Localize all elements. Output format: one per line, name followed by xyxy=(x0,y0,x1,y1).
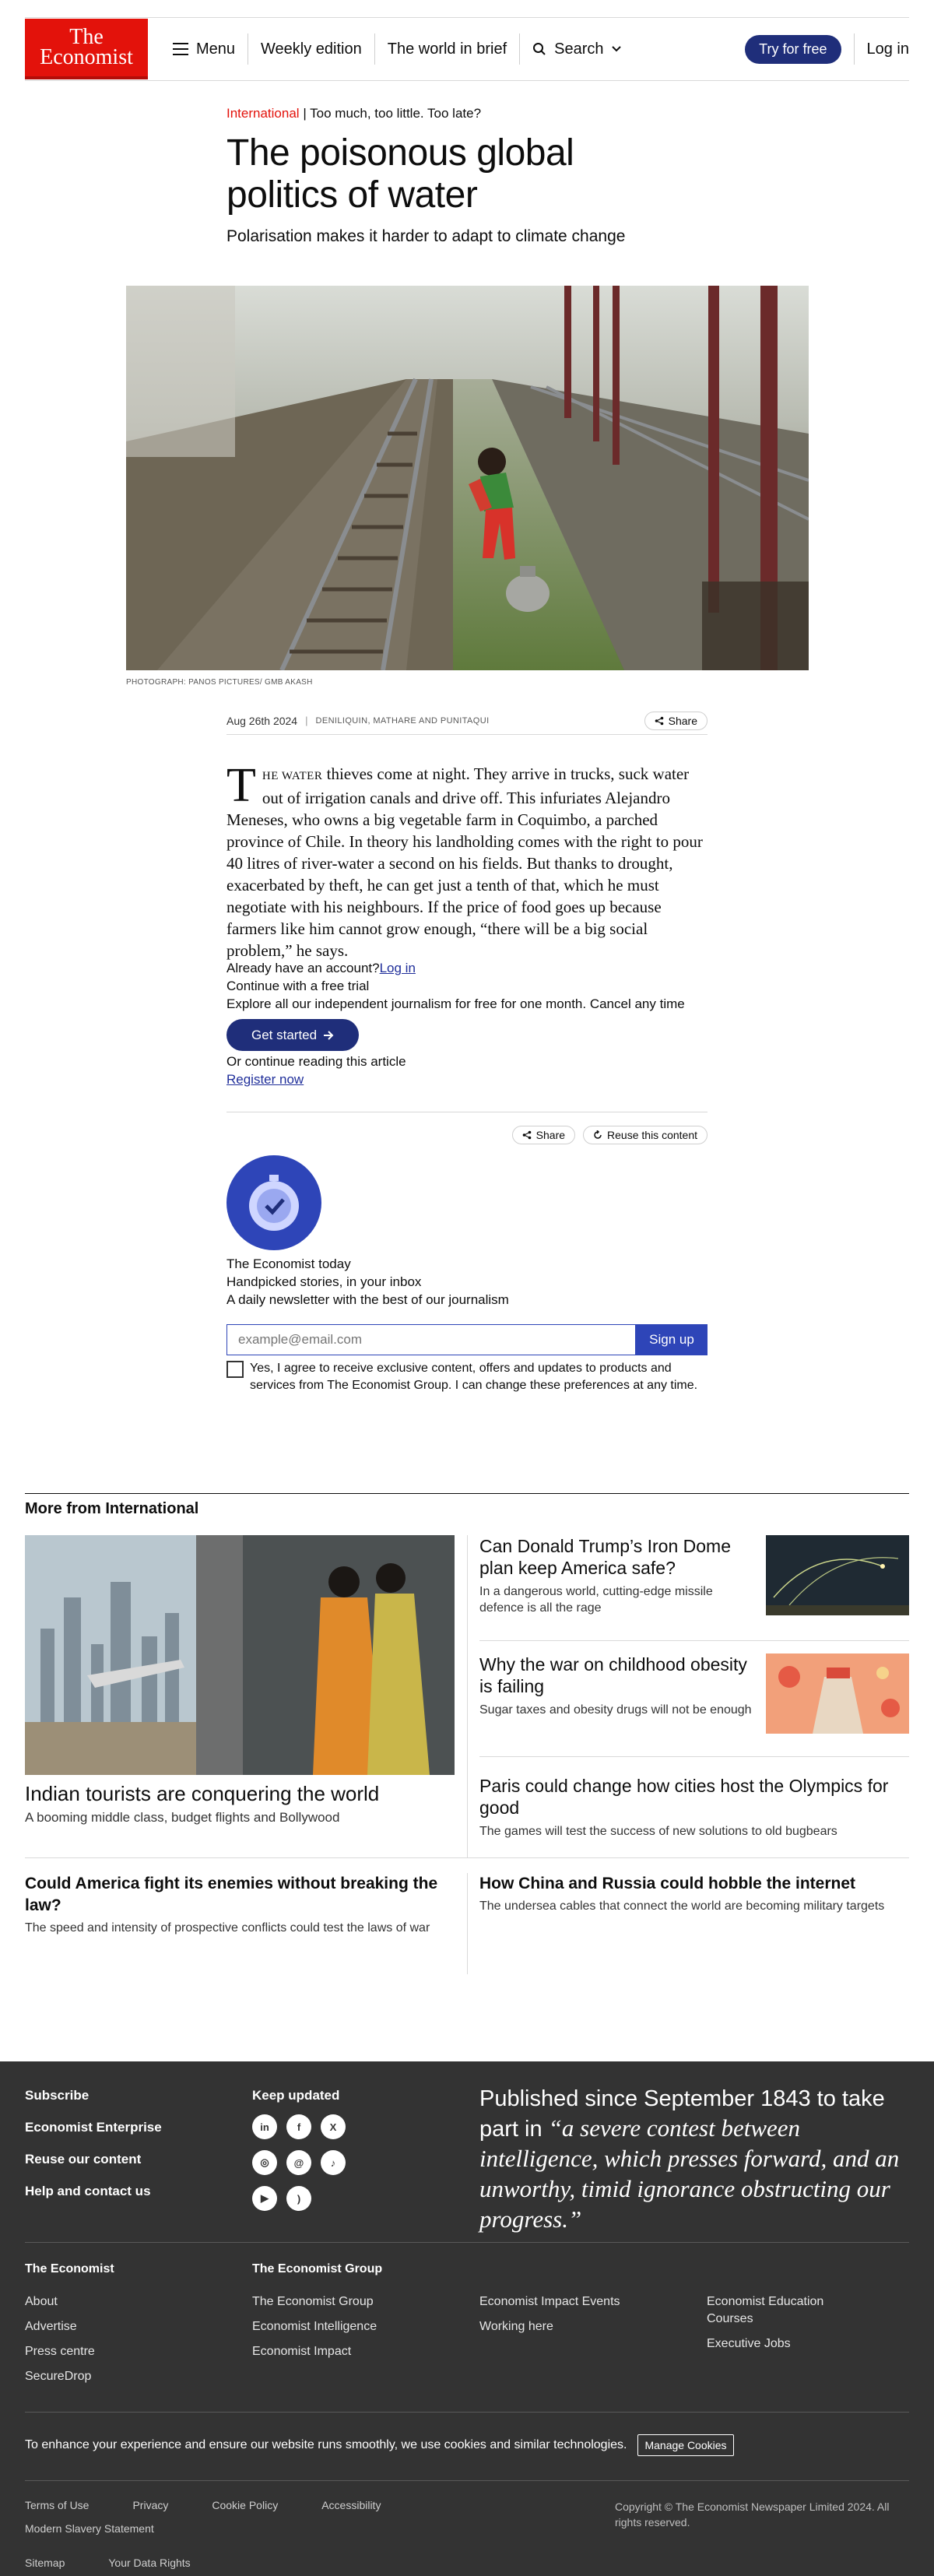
bottom-story-title[interactable]: How China and Russia could hobble the internet xyxy=(479,1875,856,1892)
enterprise-link[interactable]: Economist Enterprise xyxy=(25,2120,162,2135)
x-icon[interactable]: X xyxy=(321,2114,346,2139)
threads-icon[interactable]: @ xyxy=(286,2150,311,2175)
help-contact-link[interactable]: Help and contact us xyxy=(25,2184,151,2198)
quote-intro: Published since September 1843 to take part in xyxy=(479,2086,885,2142)
footer-link[interactable]: Executive Jobs xyxy=(707,2337,791,2350)
newsletter-description: A daily newsletter with the best of our journalism xyxy=(226,1292,509,1307)
legal-link[interactable]: Modern Slavery Statement xyxy=(25,2522,154,2535)
world-in-brief-link[interactable]: The world in brief xyxy=(375,33,520,65)
facebook-icon[interactable]: f xyxy=(286,2114,311,2139)
share-icon xyxy=(655,716,664,726)
footer-primary-links xyxy=(25,2088,162,2216)
keep-updated xyxy=(252,2088,346,2211)
footer-link[interactable]: Economist Impact xyxy=(252,2345,352,2358)
instagram-icon[interactable]: ◎ xyxy=(252,2150,277,2175)
obesity-thumbnail xyxy=(766,1653,909,1734)
section-link[interactable]: International xyxy=(226,106,300,121)
newsletter-tagline: Handpicked stories, in your inbox xyxy=(226,1274,422,1289)
logo-line-2: Economist xyxy=(40,45,133,69)
side-story-2[interactable] xyxy=(479,1653,909,1734)
legal-links xyxy=(25,2499,585,2569)
footer-link[interactable]: Economist Impact Events xyxy=(479,2295,620,2308)
bottom-story-description: The undersea cables that connect the world are becoming military targets xyxy=(479,1899,885,1913)
featured-description: A booming middle class, budget flights and Bollywood xyxy=(25,1810,340,1825)
article-body xyxy=(226,759,708,961)
bottom-story-1[interactable] xyxy=(25,1873,455,1936)
divider xyxy=(479,1640,909,1641)
more-from-heading: More from International xyxy=(25,1493,909,1518)
bottom-story-description: The speed and intensity of prospective conflicts could test the laws of war xyxy=(25,1921,430,1935)
reuse-content-link[interactable]: Reuse our content xyxy=(25,2152,142,2167)
side-story-title[interactable]: Why the war on childhood obesity is failing xyxy=(479,1654,747,1696)
article-kicker xyxy=(226,106,708,121)
main-nav xyxy=(160,18,634,80)
footer-col-3 xyxy=(479,2278,620,2335)
kicker-separator: | xyxy=(303,106,311,121)
col-economist-heading: The Economist xyxy=(25,2262,114,2276)
hero-image xyxy=(126,286,809,670)
side-story-title[interactable]: Paris could change how cities host the Olympics for good xyxy=(479,1776,889,1818)
account-line xyxy=(226,959,708,977)
search-button[interactable] xyxy=(520,33,633,65)
consent-checkbox[interactable] xyxy=(226,1361,244,1378)
manage-cookies-button[interactable]: Manage Cookies xyxy=(637,2434,733,2456)
body-paragraph: thieves come at night. They arrive in trucks, suck water out of irrigation canals and drive off. This infuriates Alejandro Meneses, who owns a big vegetable farm in Coquimbo, a parched province of Chile. In theory his landholding comes with the right to pour 40 litres of river-water a second on his fields. But thanks to drought, exacerbated by theft, he can get just a tenth of that, which he must negotiate with his neighbours. If the price of food goes up because farmers like him cannot grow enough, “there will be a big social problem,” he says. xyxy=(226,764,703,960)
column-divider xyxy=(467,1535,468,1857)
article-meta xyxy=(226,707,708,735)
mission-quote xyxy=(479,2085,909,2235)
featured-title[interactable]: Indian tourists are conquering the world xyxy=(25,1782,380,1805)
get-started-button[interactable] xyxy=(226,1019,359,1051)
arrow-right-icon xyxy=(323,1031,334,1040)
email-input[interactable] xyxy=(226,1324,636,1355)
social-row-1 xyxy=(252,2114,346,2139)
footer-col-group xyxy=(252,2261,382,2360)
search-label: Search xyxy=(554,40,604,58)
footer-link[interactable]: Working here xyxy=(479,2320,553,2333)
share-button-top[interactable] xyxy=(644,712,708,730)
share-label: Share xyxy=(668,714,697,727)
footer-divider xyxy=(25,2242,909,2243)
trial-description: Explore all our independent journalism for free for one month. Cancel any time xyxy=(226,996,685,1011)
consent-row xyxy=(226,1360,708,1394)
side-story-3[interactable] xyxy=(479,1775,909,1840)
legal-link[interactable]: Sitemap xyxy=(25,2557,65,2569)
footer-link[interactable]: About xyxy=(25,2295,58,2308)
search-icon xyxy=(532,42,546,56)
legal-link[interactable]: Privacy xyxy=(132,2499,169,2511)
divider xyxy=(479,1756,909,1757)
article-headline: The poisonous global politics of water xyxy=(226,132,574,216)
legal-link[interactable]: Terms of Use xyxy=(25,2499,90,2511)
article-dateline: DENILIQUIN, MATHARE AND PUNITAQUI xyxy=(315,715,490,726)
menu-button[interactable] xyxy=(160,33,248,65)
youtube-icon[interactable]: ▶ xyxy=(252,2186,277,2211)
header-actions xyxy=(745,33,909,65)
footer-divider xyxy=(25,2480,909,2481)
footer-col-4 xyxy=(707,2278,847,2353)
column-divider xyxy=(467,1873,468,1974)
cookie-notice xyxy=(25,2434,734,2456)
side-story-description: The games will test the success of new solutions to old bugbears xyxy=(479,1825,837,1838)
article-subheadline: Polarisation makes it harder to adapt to climate change xyxy=(226,227,626,245)
site-footer xyxy=(0,2061,934,2576)
reuse-content-button[interactable] xyxy=(583,1126,708,1144)
keep-updated-heading: Keep updated xyxy=(252,2088,340,2103)
reuse-label: Reuse this content xyxy=(607,1128,697,1141)
consent-text: Yes, I agree to receive exclusive content, offers and updates to products and services from The Economist Group. I can change these preferences at any time. xyxy=(250,1362,698,1392)
footer-link[interactable]: Advertise xyxy=(25,2320,77,2333)
featured-image xyxy=(25,1535,455,1775)
footer-link[interactable]: The Economist Group xyxy=(252,2295,374,2308)
col-group-heading: The Economist Group xyxy=(252,2262,383,2276)
social-row-2 xyxy=(252,2150,346,2175)
signup-form xyxy=(226,1324,708,1355)
subscribe-link[interactable]: Subscribe xyxy=(25,2088,90,2103)
trial-heading: Continue with a free trial xyxy=(226,979,370,993)
lead-smallcaps: HE WATER xyxy=(262,770,323,782)
linkedin-icon[interactable]: in xyxy=(252,2114,277,2139)
paywall-login-link[interactable]: Log in xyxy=(379,961,416,975)
railway-photo xyxy=(126,286,809,670)
side-story-title[interactable]: Can Donald Trump’s Iron Dome plan keep America safe? xyxy=(479,1536,731,1578)
featured-story[interactable] xyxy=(25,1535,455,1826)
bottom-story-2[interactable] xyxy=(479,1873,909,1914)
share-button[interactable] xyxy=(512,1126,575,1144)
cookie-text: To enhance your experience and ensure our website runs smoothly, we use cookies and similar technologies. xyxy=(25,2438,627,2451)
newsletter-title: The Economist today xyxy=(226,1256,351,1271)
tiktok-icon[interactable]: ♪ xyxy=(321,2150,346,2175)
economist-logo[interactable] xyxy=(25,19,148,79)
bottom-story-title[interactable]: Could America fight its enemies without breaking the law? xyxy=(25,1875,438,1914)
reuse-icon xyxy=(593,1130,602,1140)
social-row-3 xyxy=(252,2186,346,2211)
footer-divider xyxy=(25,2412,909,2413)
share-icon xyxy=(522,1130,532,1140)
article-actions xyxy=(226,1112,708,1157)
login-link[interactable]: Log in xyxy=(854,33,910,65)
rubric: Too much, too little. Too late? xyxy=(310,106,482,121)
site-header xyxy=(25,17,909,81)
legal-link[interactable]: Your Data Rights xyxy=(108,2557,191,2569)
quote-italic: “a severe contest between intelligence, which presses forward, and an unworthy, timid ignorance obstructing our progress.” xyxy=(479,2114,900,2233)
try-for-free-button[interactable]: Try for free xyxy=(745,35,841,64)
meta-separator: | xyxy=(305,715,308,726)
or-continue-text: Or continue reading this article xyxy=(226,1054,406,1069)
dropcap: T xyxy=(226,759,256,812)
newsletter-signup xyxy=(226,1155,708,1394)
footer-link[interactable]: Economist Education Courses xyxy=(707,2295,824,2325)
side-story-1[interactable] xyxy=(479,1535,909,1616)
footer-link[interactable]: Economist Intelligence xyxy=(252,2320,377,2333)
side-story-description: In a dangerous world, cutting-edge missile defence is all the rage xyxy=(479,1585,713,1615)
footer-link[interactable]: SecureDrop xyxy=(25,2370,92,2383)
weekly-edition-link[interactable]: Weekly edition xyxy=(248,33,375,65)
signup-button[interactable]: Sign up xyxy=(636,1324,708,1355)
photo-credit: PHOTOGRAPH: PANOS PICTURES/ GMB AKASH xyxy=(126,678,313,687)
divider xyxy=(25,1857,909,1858)
rss-icon[interactable]: ) xyxy=(286,2186,311,2211)
missile-thumbnail xyxy=(766,1535,909,1615)
logo-line-1: The xyxy=(69,25,104,49)
legal-link[interactable]: Accessibility xyxy=(321,2499,381,2511)
stopwatch-icon xyxy=(226,1155,321,1250)
chevron-down-icon xyxy=(612,46,621,52)
footer-col-economist xyxy=(25,2261,114,2385)
legal-link[interactable]: Cookie Policy xyxy=(212,2499,279,2511)
hamburger-icon xyxy=(173,43,188,55)
have-account-text: Already have an account? xyxy=(226,961,380,975)
footer-link[interactable]: Press centre xyxy=(25,2345,95,2358)
share-label: Share xyxy=(535,1128,566,1141)
copyright: Copyright © The Economist Newspaper Limited 2024. All rights reserved. xyxy=(615,2500,890,2529)
get-started-label: Get started xyxy=(251,1028,318,1042)
menu-label: Menu xyxy=(196,40,236,58)
side-story-description: Sugar taxes and obesity drugs will not be enough xyxy=(479,1703,752,1717)
article-date: Aug 26th 2024 xyxy=(226,714,298,727)
register-link[interactable]: Register now xyxy=(226,1072,304,1087)
paywall xyxy=(226,959,708,1088)
